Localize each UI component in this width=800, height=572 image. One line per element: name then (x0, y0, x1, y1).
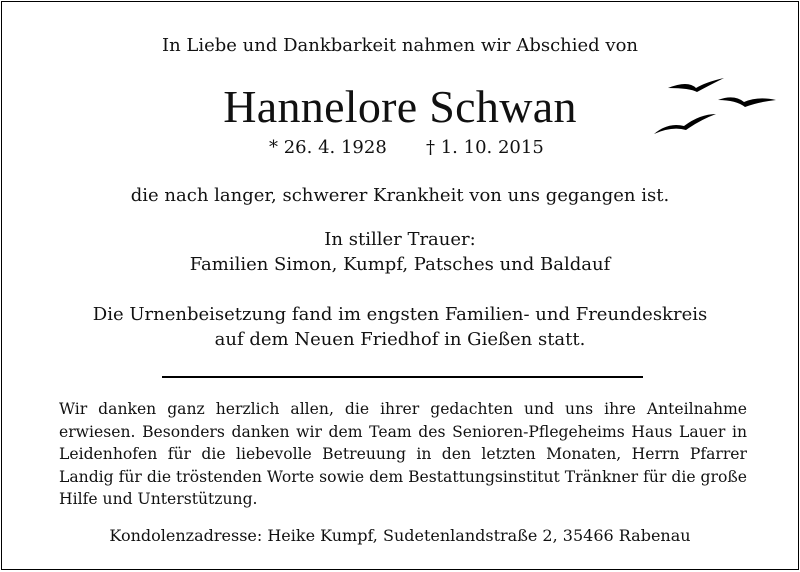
bird-icon (654, 114, 716, 134)
mourning-label: In stiller Trauer: (324, 229, 476, 250)
cause-text: die nach langer, schwerer Krankheit von uns gegangen ist. (130, 185, 670, 206)
burial-text-line-2: auf dem Neuen Friedhof in Gießen statt. (214, 329, 586, 350)
burial-text-line-1: Die Urnenbeisetzung fand im engsten Familien- und Freundeskreis (92, 304, 708, 325)
death-date: † 1. 10. 2015 (426, 137, 544, 158)
obituary-card (1, 1, 799, 570)
bird-icon (668, 78, 724, 92)
life-dates (2, 137, 798, 161)
intro-text: In Liebe und Dankbarkeit nahmen wir Abschied von (161, 35, 639, 56)
deceased-name: Hannelore Schwan (223, 81, 577, 132)
divider (162, 376, 643, 378)
bird-icon (718, 97, 776, 107)
flying-birds-icon (648, 74, 778, 140)
thanks-paragraph: Wir danken ganz herzlich allen, die ihrer gedachten und uns ihre Anteilnahme erwiesen. Besonders danken wir dem Team des Senioren-Pflegeheims Haus Lauer in Leidenhofen für die liebevolle Betreuung in den letzten Monaten, Herrn Pfarrer Landig für die tröstenden Worte sowie dem Bestattungsinstitut Tränkner für die große Hilfe und Unterstützung. (59, 400, 747, 508)
condolence-address: Kondolenzadresse: Heike Kumpf, Sudetenlandstraße 2, 35466 Rabenau (109, 526, 691, 545)
families-text: Familien Simon, Kumpf, Patsches und Baldauf (189, 254, 611, 275)
birth-date: * 26. 4. 1928 (269, 137, 387, 158)
